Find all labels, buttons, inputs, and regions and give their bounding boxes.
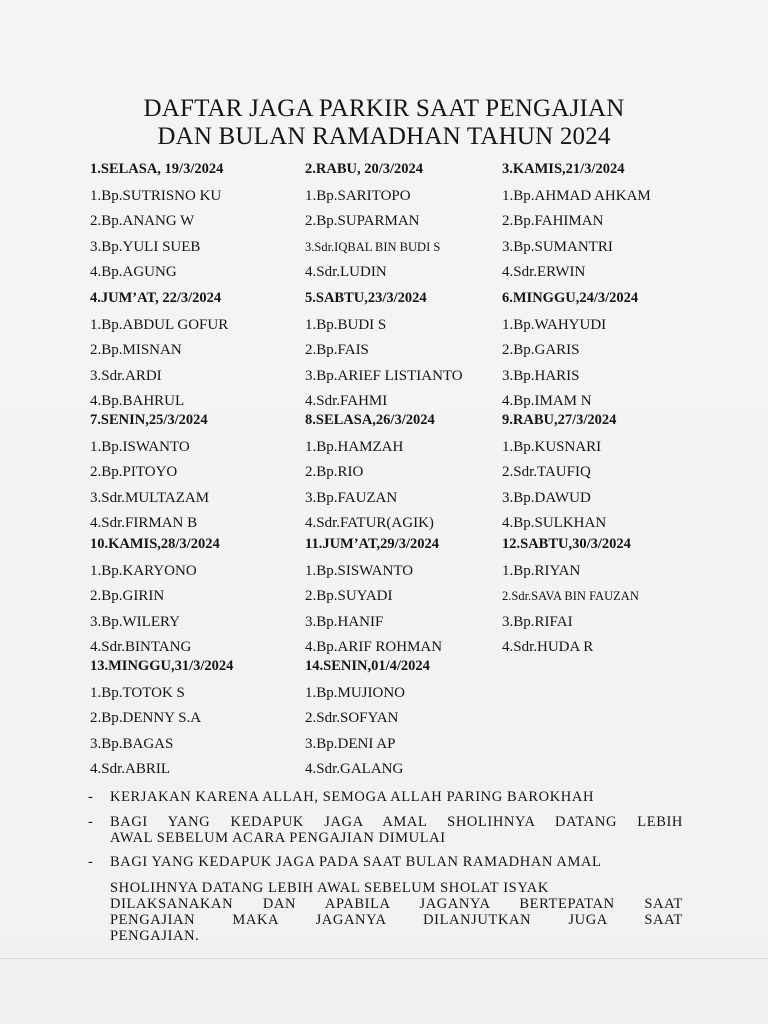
guard-name: 1.Bp.KUSNARI xyxy=(502,439,602,455)
note-3 xyxy=(88,854,688,872)
day-heading: 2.RABU, 20/3/2024 xyxy=(305,161,424,177)
bullet-dash: - xyxy=(88,789,94,805)
guard-name: 2.Bp.GIRIN xyxy=(90,588,165,605)
day-heading: 10.KAMIS,28/3/2024 xyxy=(90,536,220,552)
page-title-line-1: DAFTAR JAGA PARKIR SAAT PENGAJIAN xyxy=(143,95,625,122)
day-heading: 8.SELASA,26/3/2024 xyxy=(305,412,435,428)
guard-name: 1.Bp.HAMZAH xyxy=(305,439,404,455)
day-heading: 12.SABTU,30/3/2024 xyxy=(502,536,631,552)
note-text: BAGI YANG KEDAPUK JAGA PADA SAAT BULAN RAMADHAN AMAL xyxy=(110,854,602,870)
day-heading: 4.JUM’AT, 22/3/2024 xyxy=(90,290,222,306)
schedule-day-6 xyxy=(502,289,717,416)
guard-name: 3.Sdr.MULTAZAM xyxy=(90,489,210,506)
guard-name: 4.Bp.ARIF ROHMAN xyxy=(305,638,443,655)
guard-name: 1.Bp.KARYONO xyxy=(90,563,197,579)
guard-name: 2.Sdr.SAVA BIN FAUZAN xyxy=(502,589,639,604)
guard-name: 1.Bp.MUJIONO xyxy=(305,685,406,701)
guard-name: 4.Bp.SULKHAN xyxy=(502,514,607,531)
day-heading: 14.SENIN,01/4/2024 xyxy=(305,658,430,674)
guard-name: 4.Sdr.LUDIN xyxy=(305,263,387,280)
guard-name: 1.Bp.SUTRISNO KU xyxy=(90,188,222,204)
guard-name: 2.Bp.FAHIMAN xyxy=(502,213,604,230)
day-heading: 9.RABU,27/3/2024 xyxy=(502,412,617,428)
schedule-day-8 xyxy=(305,411,520,538)
guard-name: 3.Bp.DENI AP xyxy=(305,735,396,752)
guard-name: 4.Sdr.FATUR(AGIK) xyxy=(305,514,434,531)
schedule-day-5 xyxy=(305,289,520,416)
note-1 xyxy=(88,789,688,807)
schedule-day-12 xyxy=(502,535,717,662)
day-heading: 6.MINGGU,24/3/2024 xyxy=(502,290,639,306)
guard-name: 2.Bp.SUYADI xyxy=(305,588,393,605)
guard-name: 3.Bp.YULI SUEB xyxy=(90,238,201,255)
schedule-day-7 xyxy=(90,411,305,538)
paragraph-line: SHOLIHNYA DATANG LEBIH AWAL SEBELUM SHOLAT ISYAK xyxy=(110,880,549,896)
guard-name: 4.Bp.AGUNG xyxy=(90,263,177,280)
guard-name: 4.Sdr.FIRMAN B xyxy=(90,514,198,531)
day-heading: 11.JUM’AT,29/3/2024 xyxy=(305,536,439,552)
note-text xyxy=(110,814,683,846)
guard-name: 4.Sdr.GALANG xyxy=(305,760,404,777)
guard-name: 3.Bp.HANIF xyxy=(305,613,384,630)
paragraph-line: PENGAJIAN. xyxy=(110,928,200,944)
guard-name: 3.Bp.WILERY xyxy=(90,613,180,630)
guard-name: 3.Bp.FAUZAN xyxy=(305,489,398,506)
guard-name: 1.Bp.WAHYUDI xyxy=(502,317,607,333)
guard-name: 2.Sdr.SOFYAN xyxy=(305,710,399,727)
guard-name: 1.Bp.RIYAN xyxy=(502,563,581,579)
schedule-day-13 xyxy=(90,657,305,784)
guard-name: 3.Bp.SUMANTRI xyxy=(502,238,613,255)
schedule-day-2 xyxy=(305,160,520,287)
day-heading: 3.KAMIS,21/3/2024 xyxy=(502,161,625,177)
guard-name: 3.Bp.RIFAI xyxy=(502,613,573,630)
guard-name: 3.Bp.BAGAS xyxy=(90,735,174,752)
day-heading: 13.MINGGU,31/3/2024 xyxy=(90,658,234,674)
guard-name: 1.Bp.AHMAD AHKAM xyxy=(502,188,651,204)
guard-name: 3.Bp.ARIEF LISTIANTO xyxy=(305,367,463,384)
guard-name: 3.Bp.DAWUD xyxy=(502,489,591,506)
note-text-line: AWAL SEBELUM ACARA PENGAJIAN DIMULAI xyxy=(110,830,446,846)
guard-name: 2.Bp.RIO xyxy=(305,464,364,481)
guard-name: 2.Bp.DENNY S.A xyxy=(90,710,202,727)
guard-name: 2.Bp.SUPARMAN xyxy=(305,213,420,230)
guard-name: 1.Bp.TOTOK S xyxy=(90,685,185,701)
guard-name: 4.Bp.BAHRUL xyxy=(90,392,185,409)
guard-name: 4.Sdr.ERWIN xyxy=(502,263,586,280)
day-heading: 7.SENIN,25/3/2024 xyxy=(90,412,208,428)
page-title-line-2: DAN BULAN RAMADHAN TAHUN 2024 xyxy=(157,123,611,150)
schedule-day-3 xyxy=(502,160,717,287)
guard-name: 4.Sdr.HUDA R xyxy=(502,638,594,655)
schedule-day-9 xyxy=(502,411,717,538)
guard-name: 4.Sdr.BINTANG xyxy=(90,638,192,655)
guard-name: 3.Bp.HARIS xyxy=(502,367,580,384)
guard-name: 4.Sdr.ABRIL xyxy=(90,760,171,777)
note-2 xyxy=(88,814,688,848)
guard-name: 4.Bp.IMAM N xyxy=(502,392,592,409)
guard-name: 1.Bp.ABDUL GOFUR xyxy=(90,317,229,333)
schedule-day-10 xyxy=(90,535,305,662)
note-3-continuation xyxy=(110,880,683,944)
bullet-dash: - xyxy=(88,814,94,830)
guard-name: 2.Bp.MISNAN xyxy=(90,342,182,359)
guard-name: 3.Sdr.ARDI xyxy=(90,367,162,384)
guard-name: 1.Bp.SARITOPO xyxy=(305,188,411,204)
guard-name: 2.Sdr.TAUFIQ xyxy=(502,464,591,481)
guard-name: 1.Bp.SISWANTO xyxy=(305,563,414,579)
day-heading: 1.SELASA, 19/3/2024 xyxy=(90,161,224,177)
bullet-dash: - xyxy=(88,854,94,870)
guard-name: 2.Bp.GARIS xyxy=(502,342,580,359)
paragraph-line: DILAKSANAKAN DAN APABILA JAGANYA BERTEPATAN SAAT xyxy=(110,896,683,912)
schedule-day-11 xyxy=(305,535,520,662)
day-heading: 5.SABTU,23/3/2024 xyxy=(305,290,427,306)
guard-name: 2.Bp.ANANG W xyxy=(90,213,195,230)
schedule-day-14 xyxy=(305,657,520,784)
note-text: KERJAKAN KARENA ALLAH, SEMOGA ALLAH PARING BAROKHAH xyxy=(110,789,595,805)
page-edge-divider xyxy=(0,958,768,959)
guard-name: 2.Bp.FAIS xyxy=(305,342,369,359)
guard-name: 1.Bp.BUDI S xyxy=(305,317,387,333)
paragraph-line: PENGAJIAN MAKA JAGANYA DILANJUTKAN JUGA SAAT xyxy=(110,912,683,928)
schedule-day-4 xyxy=(90,289,305,416)
guard-name: 4.Sdr.FAHMI xyxy=(305,392,388,409)
schedule-day-1 xyxy=(90,160,305,287)
note-text-line: BAGI YANG KEDAPUK JAGA AMAL SHOLIHNYA DATANG LEBIH xyxy=(110,814,683,830)
guard-name: 2.Bp.PITOYO xyxy=(90,464,178,481)
guard-name: 3.Sdr.IQBAL BIN BUDI S xyxy=(305,239,441,254)
guard-name: 1.Bp.ISWANTO xyxy=(90,439,190,455)
